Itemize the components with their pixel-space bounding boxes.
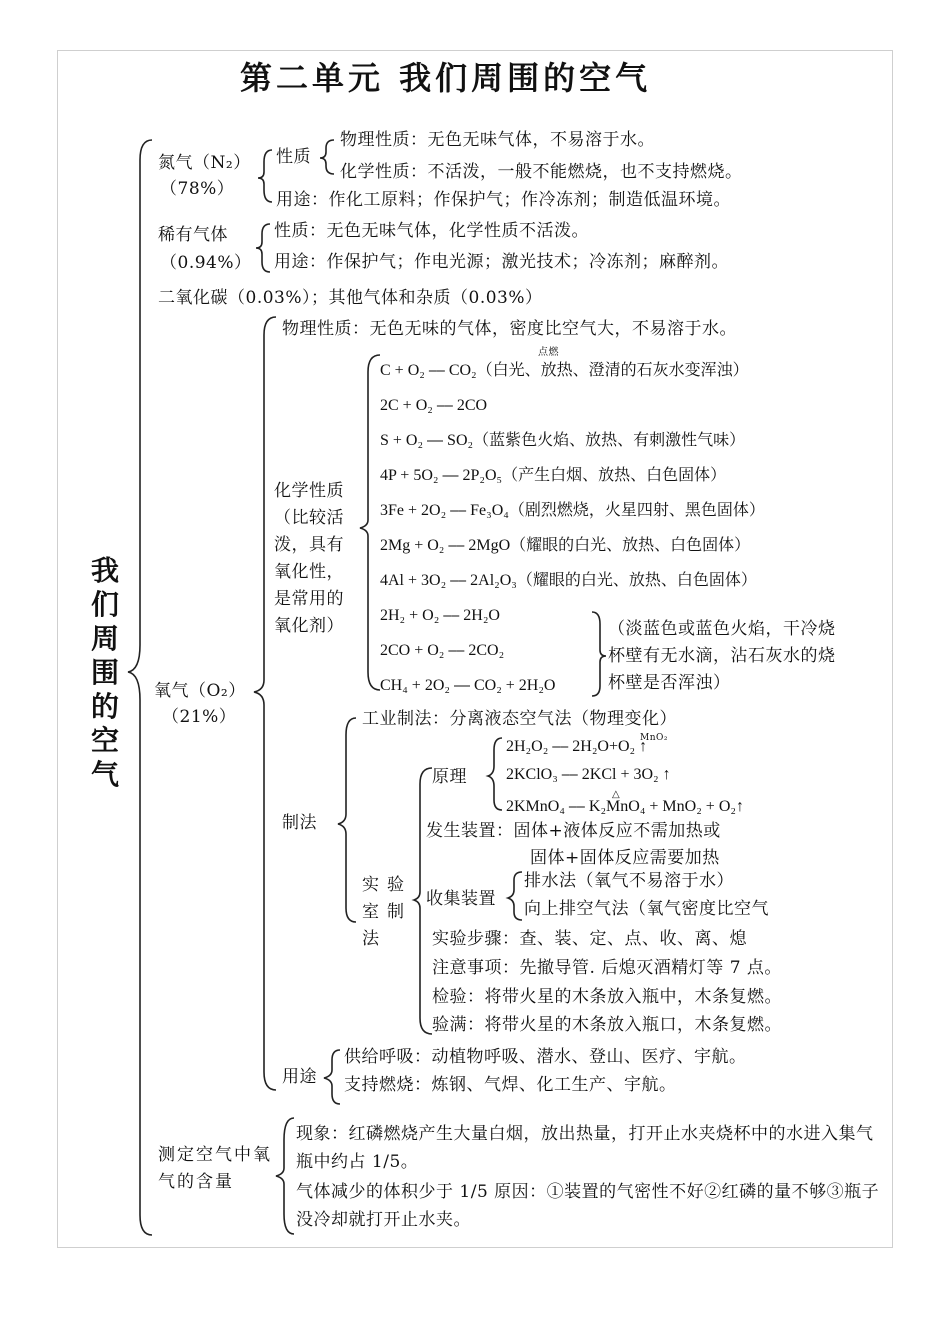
precautions: 注意事项：先撤导管. 后熄灭酒精灯等 7 点。 <box>432 958 782 978</box>
measure-label: 测定空气中氧气的含量 <box>158 1145 272 1192</box>
collect-label: 收集装置 <box>426 889 496 909</box>
nitrogen-physical: 物理性质：无色无味气体，不易溶于水。 <box>340 130 655 150</box>
oxygen-uses-label: 用途 <box>282 1067 317 1087</box>
reaction-methane: CH₄ + 2O₂ ⎯⎯ CO₂ + 2H₂O <box>380 677 556 694</box>
heat-symbol: △ <box>612 789 621 800</box>
principle-hydrogen-peroxide: 2H₂O₂ ⎯⎯ 2H₂O+O₂ ↑ <box>506 738 648 755</box>
oxygen-full-check: 验满：将带火星的木条放入瓶口，木条复燃。 <box>432 1015 782 1035</box>
nitrogen-chemical: 化学性质：不活泼，一般不能燃烧，也不支持燃烧。 <box>340 162 743 182</box>
reaction-sulfur: S + O₂ ⎯⎯ SO₂（蓝紫色火焰、放热、有刺激性气味） <box>380 432 746 449</box>
collect-water: 排水法（氧气不易溶于水） <box>524 871 734 891</box>
principle-potassium-permanganate: 2KMnO₄ ⎯⎯ K₂MnO₄ + MnO₂ + O₂↑ <box>506 798 744 815</box>
reaction-carbon-incomplete: 2C + O₂ ⎯⎯ 2CO <box>380 397 488 414</box>
noble-gas-uses: 用途：作保护气；作电光源；激光技术；冷冻剂；麻醉剂。 <box>274 252 729 272</box>
reaction-aluminum: 4Al + 3O₂ ⎯⎯ 2Al₂O₃（耀眼的白光、放热、白色固体） <box>380 572 757 589</box>
apparatus-line-2: 固体+固体反应需要加热 <box>530 848 720 868</box>
nitrogen-uses: 用途：作化工原料；作保护气；作冷冻剂；制造低温环境。 <box>276 190 731 210</box>
experiment-steps: 实验步骤：查、装、定、点、收、离、熄 <box>432 929 747 949</box>
nitrogen-property-label: 性质 <box>276 147 311 167</box>
noble-gas-name: 稀有气体 <box>158 225 228 245</box>
co2-line: 二氧化碳（0.03%）；其他气体和杂质（0.03%） <box>158 288 543 308</box>
prep-label: 制法 <box>282 813 317 833</box>
principle-potassium-chlorate: 2KClO₃ ⎯⎯ 2KCl + 3O₂ ↑ <box>506 766 671 783</box>
noble-gas-property: 性质：无色无味气体，化学性质不活泼。 <box>274 221 589 241</box>
principle-label: 原理 <box>432 767 467 787</box>
chemical-property-label: 化学性质（比较活泼，具有氧化性，是常用的氧化剂） <box>274 481 344 636</box>
nitrogen-name: 氮气（N₂） <box>158 153 251 173</box>
use-respiration: 供给呼吸：动植物呼吸、潜水、登山、医疗、宇航。 <box>344 1047 747 1067</box>
collect-upward-air: 向上排空气法（氧气密度比空气 <box>524 899 769 919</box>
reaction-iron: 3Fe + 2O₂ ⎯⎯ Fe₃O₄（剧烈燃烧，火星四射、黑色固体） <box>380 502 765 519</box>
nitrogen-percent: （78%） <box>160 179 235 199</box>
use-combustion: 支持燃烧：炼钢、气焊、化工生产、宇航。 <box>344 1075 677 1095</box>
reaction-phosphorus: 4P + 5O₂ ⎯⎯ 2P₂O₅（产生白烟、放热、白色固体） <box>380 467 727 484</box>
lab-method-label: 实验室制法 <box>362 875 412 949</box>
combustion-note: （淡蓝色或蓝色火焰，干冷烧杯壁有无水滴，沾石灰水的烧杯壁是否浑浊） <box>608 619 836 693</box>
noble-gas-percent: （0.94%） <box>160 253 252 273</box>
reaction-condition-label: 点燃 <box>538 347 559 358</box>
catalyst-label: MnO₂ <box>640 733 668 743</box>
root-label: 我们周围的空气 <box>90 554 119 791</box>
oxygen-physical: 物理性质：无色无味的气体，密度比空气大，不易溶于水。 <box>282 319 737 339</box>
oxygen-test: 检验：将带火星的木条放入瓶中，木条复燃。 <box>432 987 782 1007</box>
page-title: 第二单元 我们周围的空气 <box>240 59 652 97</box>
reaction-magnesium: 2Mg + O₂ ⎯⎯ 2MgO（耀眼的白光、放热、白色固体） <box>380 537 751 554</box>
reaction-carbon-monoxide: 2CO + O₂ ⎯⎯ 2CO₂ <box>380 642 505 659</box>
oxygen-percent: （21%） <box>162 707 237 727</box>
measure-reason: 气体减少的体积少于 1/5 原因：①装置的气密性不好②红磷的量不够③瓶子没冷却就打开止水夹。 <box>296 1182 880 1230</box>
apparatus-line-1: 发生装置：固体+液体反应不需加热或 <box>426 821 721 841</box>
oxygen-name: 氧气（O₂） <box>154 681 246 701</box>
reaction-hydrogen: 2H₂ + O₂ ⎯⎯ 2H₂O <box>380 607 500 624</box>
measure-phenomenon: 现象：红磷燃烧产生大量白烟，放出热量，打开止水夹烧杯中的水进入集气瓶中约占 1/5。 <box>296 1124 874 1172</box>
reaction-carbon: C + O₂ ⎯⎯ CO₂（白光、放热、澄清的石灰水变浑浊） <box>380 362 749 379</box>
industrial-method: 工业制法：分离液态空气法（物理变化） <box>362 709 677 729</box>
